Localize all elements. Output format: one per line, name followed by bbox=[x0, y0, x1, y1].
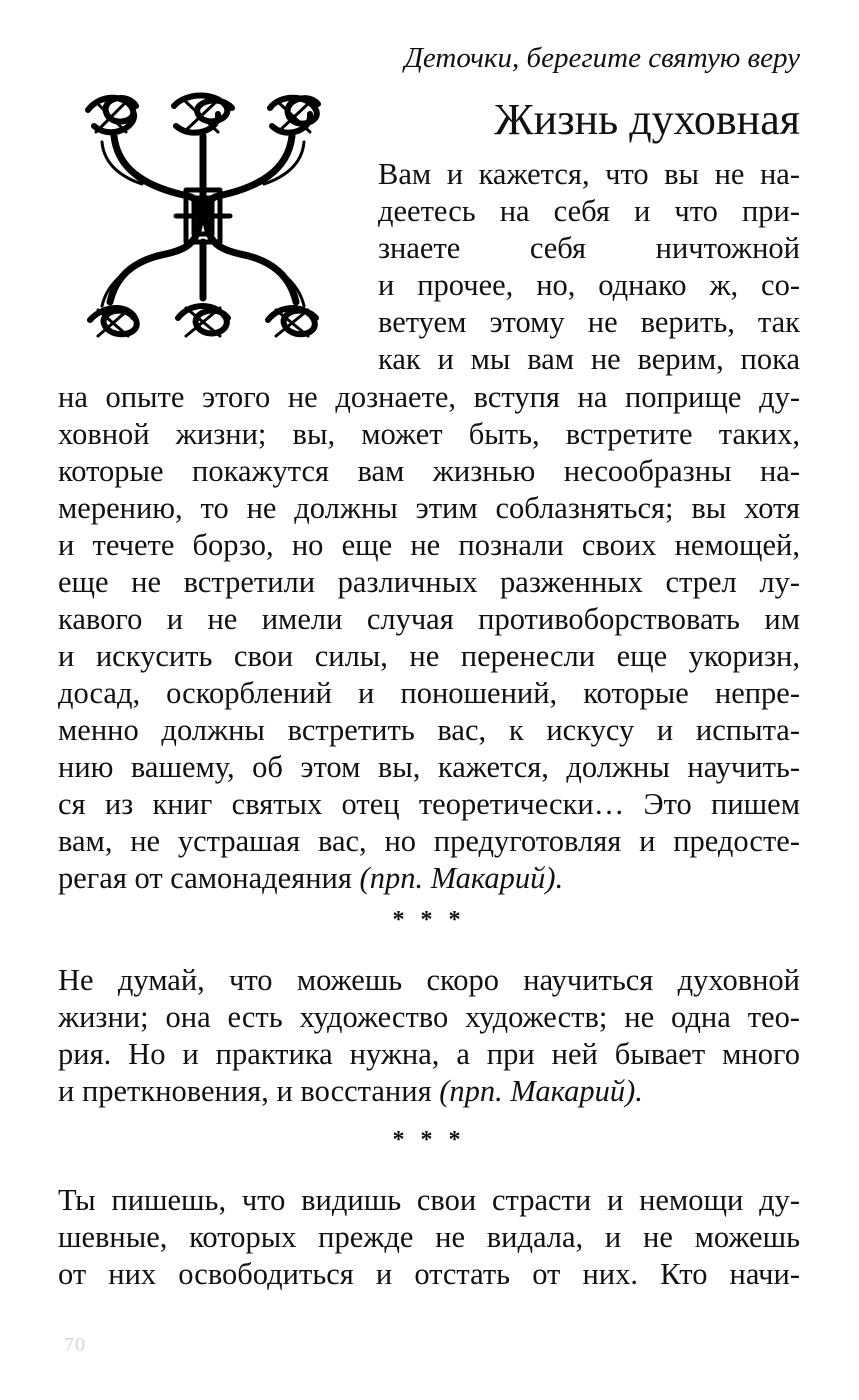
section-separator: * * * bbox=[392, 1127, 466, 1153]
text-segment: регая от самонадеяния bbox=[58, 861, 360, 895]
text-line: и прочее, но, однако ж, со- bbox=[378, 268, 800, 302]
text-line: менно должны встретить вас, к искусу и испыта- bbox=[58, 713, 800, 747]
text-line: мерению, то не должны этим соблазняться; вы хотя bbox=[58, 491, 800, 525]
text-line: ветуем этому не верить, так bbox=[378, 305, 800, 339]
page-number: 70 bbox=[64, 1334, 86, 1356]
text-line: Вам и кажется, что вы не на- bbox=[378, 157, 800, 191]
text-line: кавого и не имели случая противоборствовать им bbox=[58, 602, 800, 636]
text-line: и искусить свои силы, не перенесли еще укоризн, bbox=[58, 639, 800, 673]
text-line: ся из книг святых отец теоретически… Это пишем bbox=[58, 787, 800, 821]
text-line: еще не встретили различных разженных стрел лу- bbox=[58, 565, 800, 599]
text-line: шевные, которых прежде не видала, и не можешь bbox=[58, 1220, 800, 1254]
text-segment: и преткновения, и восстания bbox=[58, 1074, 440, 1108]
text-line: от них освободиться и отстать от них. Кто начи- bbox=[58, 1257, 800, 1291]
text-line: досад, оскорблений и поношений, которые непре- bbox=[58, 676, 800, 710]
section-separator: * * * bbox=[392, 907, 466, 933]
section-title: Жизнь духовная bbox=[494, 95, 800, 144]
text-line: жизни; она есть художество художеств; не одна тео- bbox=[58, 1000, 800, 1034]
text-line: деетесь на себя и что при- bbox=[378, 194, 800, 228]
text-line: ховной жизни; вы, может быть, встретите таких, bbox=[58, 417, 800, 451]
source-attribution: (прп. Макарий). bbox=[359, 861, 564, 895]
text-line: нию вашему, об этом вы, кажется, должны научить- bbox=[58, 750, 800, 784]
text-line: и течете борзо, но еще не познали своих немощей, bbox=[58, 528, 800, 562]
book-page bbox=[58, 0, 800, 1400]
text-line: которые покажутся вам жизнью несообразны на- bbox=[58, 454, 800, 488]
text-line: рия. Но и практика нужна, а при ней бывает много bbox=[58, 1037, 800, 1071]
ornamental-drop-cap bbox=[80, 92, 326, 340]
text-line bbox=[58, 1073, 800, 1109]
running-head: Деточки, берегите святую веру bbox=[404, 42, 800, 74]
text-line bbox=[58, 860, 800, 896]
text-line: на опыте этого не дознаете, вступя на поприще ду- bbox=[58, 380, 800, 414]
text-line: как и мы вам не верим, пока bbox=[378, 342, 800, 376]
text-line: Ты пишешь, что видишь свои страсти и немощи ду- bbox=[58, 1183, 800, 1217]
text-line: знаете себя ничтожной bbox=[378, 231, 800, 265]
text-line: Не думай, что можешь скоро научиться духовной bbox=[58, 963, 800, 997]
source-attribution: (прп. Макарий). bbox=[439, 1074, 643, 1108]
text-line: вам, не устрашая вас, но предуготовляя и предосте- bbox=[58, 824, 800, 858]
